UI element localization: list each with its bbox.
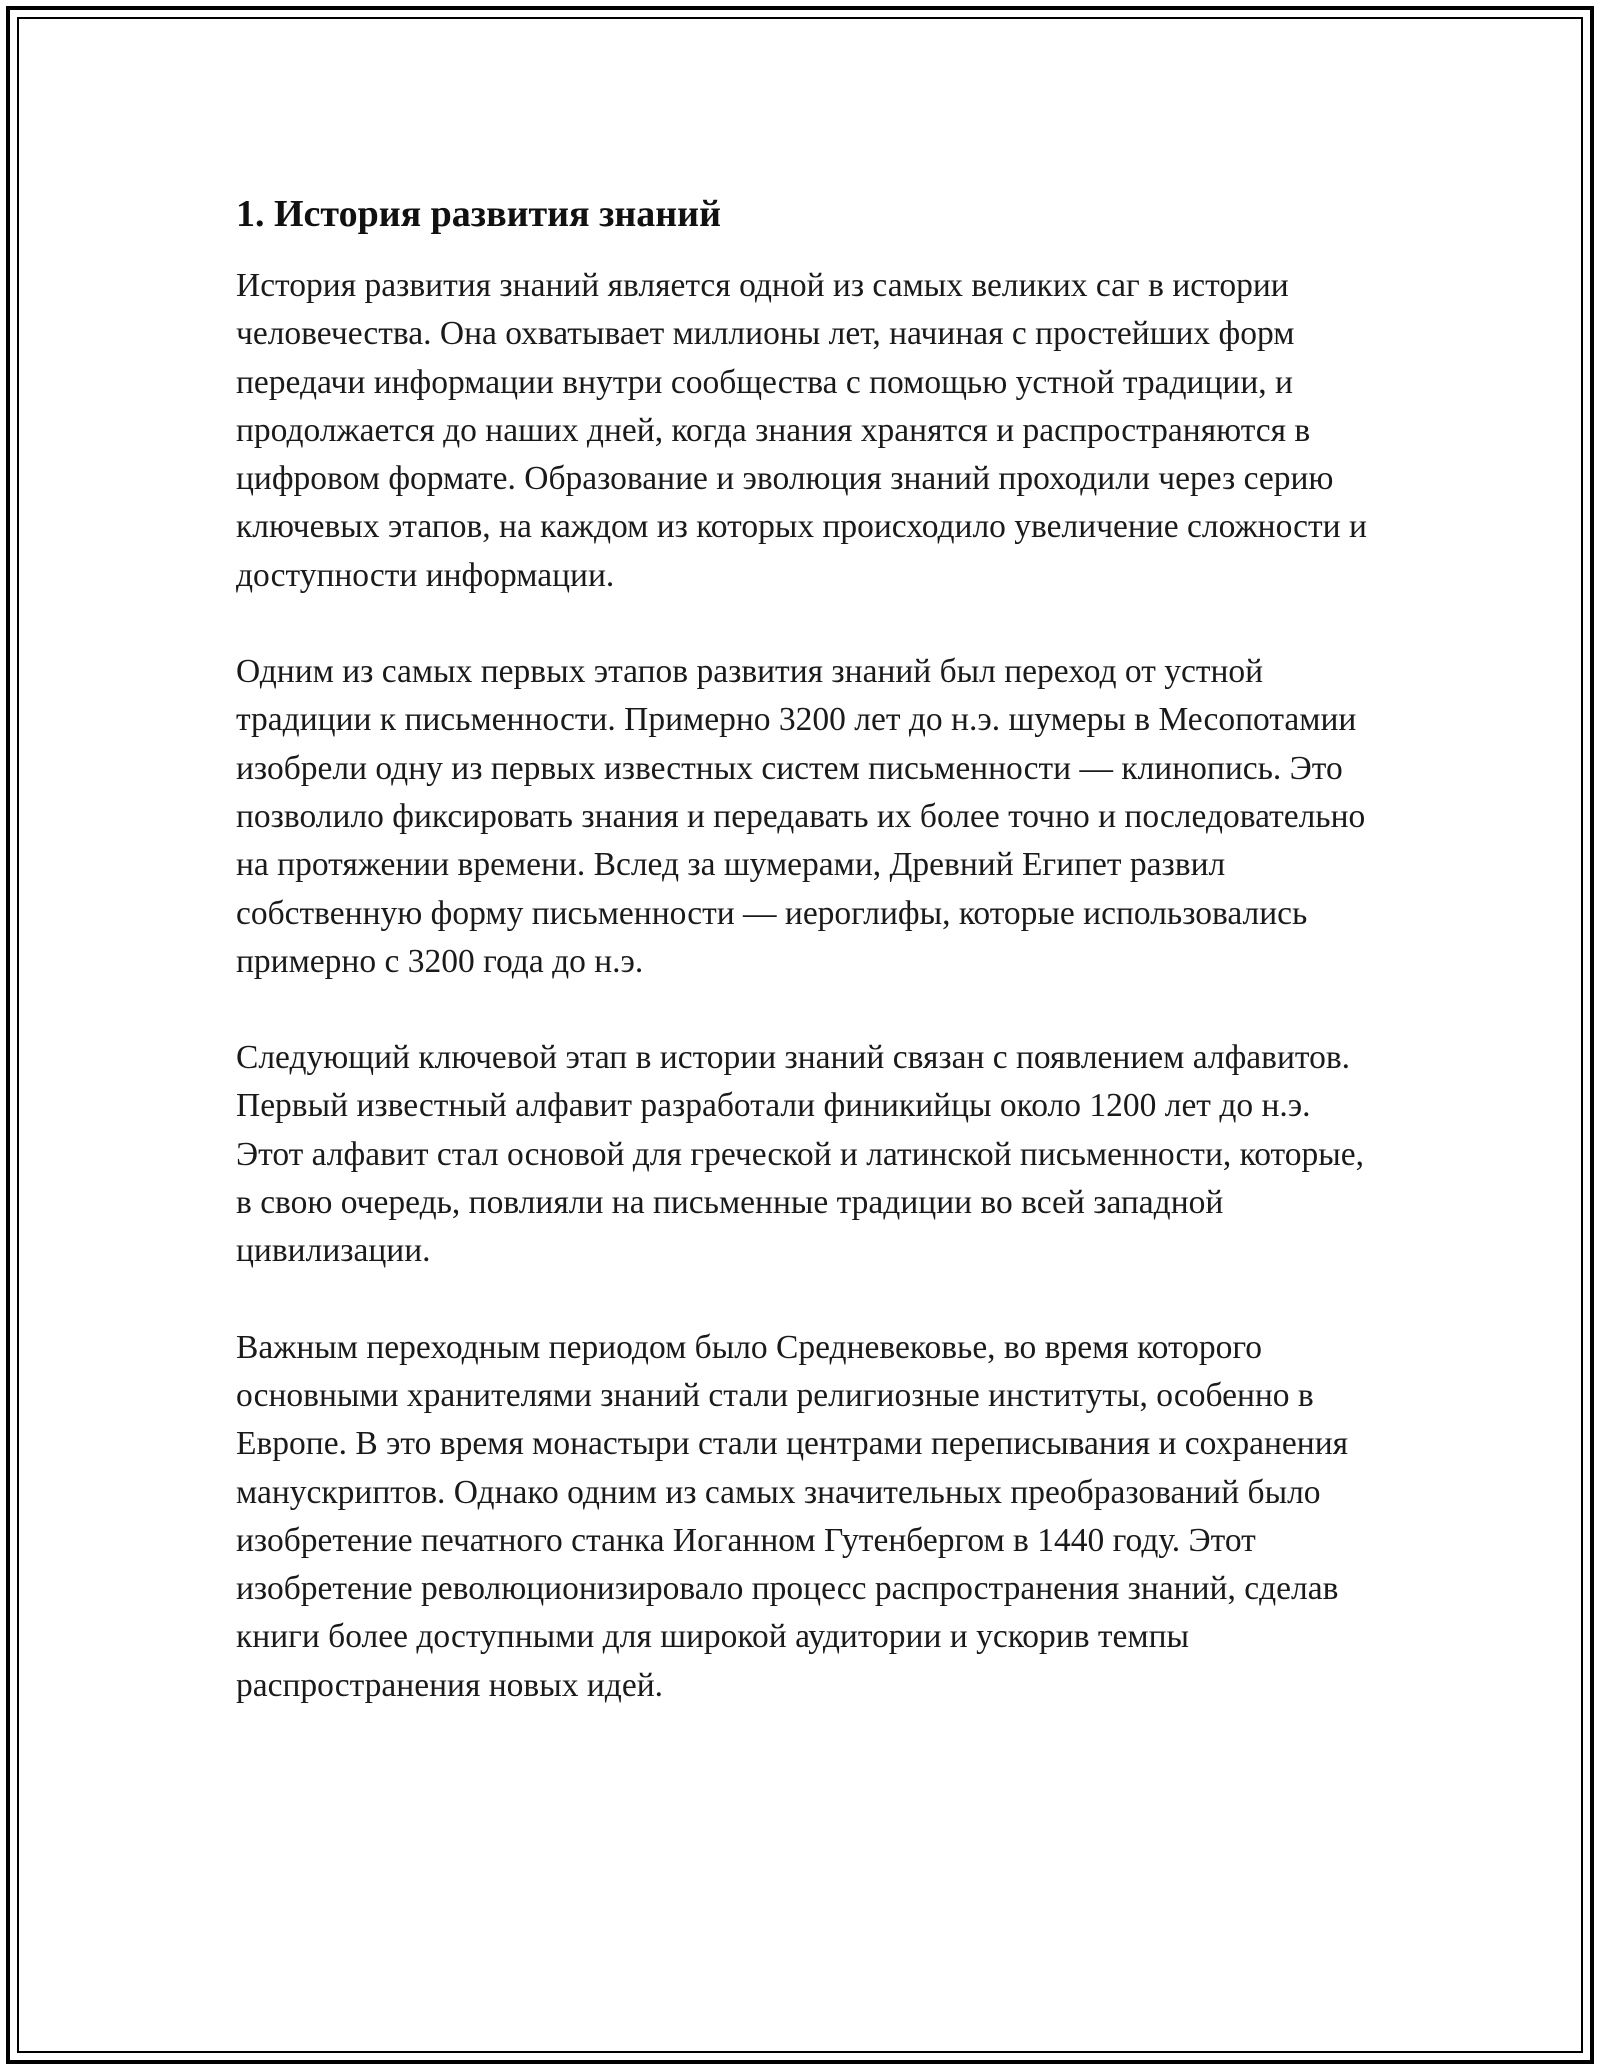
section-title: 1. История развития знаний: [236, 193, 721, 235]
paragraph-3: Следующий ключевой этап в истории знаний связан с появлением алфавитов. Первый известный алфавит разработали финикийцы около 1200 лет до н.э. Этот алфавит стал основой для греческой и латинской письменности, которые, в свою очередь, повлияли на письменные традиции во всей западной цивилизации.: [236, 1039, 1364, 1270]
document-body: [236, 188, 1386, 1710]
paragraph-4: Важным переходным периодом было Средневековье, во время которого основными хранителями знаний стали религиозные институты, особенно в Европе. В это время монастыри стали центрами переписывания и сохранения манускриптов. Однако одним из самых значительных преобразований было изобретение печатного станка Иоганном Гутенбергом в 1440 году. Этот изобретение революционизировало процесс распространения знаний, сделав книги более доступными для широкой аудитории и ускорив темпы распространения новых идей.: [236, 1328, 1349, 1704]
paragraph-2: Одним из самых первых этапов развития знаний был переход от устной традиции к письменности. Примерно 3200 лет до н.э. шумеры в Месопотамии изобрели одну из первых известных систем письменности — клинопись. Это позволило фиксировать знания и передавать их более точно и последовательно на протяжении времени. Вслед за шумерами, Древний Египет развил собственную форму письменности — иероглифы, которые использовались примерно с 3200 года до н.э.: [236, 653, 1366, 980]
paragraph-1: История развития знаний является одной из самых великих саг в истории человечества. Она охватывает миллионы лет, начиная с простейших форм передачи информации внутри сообщества с помощью устной традиции, и продолжается до наших дней, когда знания хранятся и распространяются в цифровом формате. Образование и эволюция знаний проходили через серию ключевых этапов, на каждом из которых происходило увеличение сложности и доступности информации.: [236, 267, 1367, 594]
